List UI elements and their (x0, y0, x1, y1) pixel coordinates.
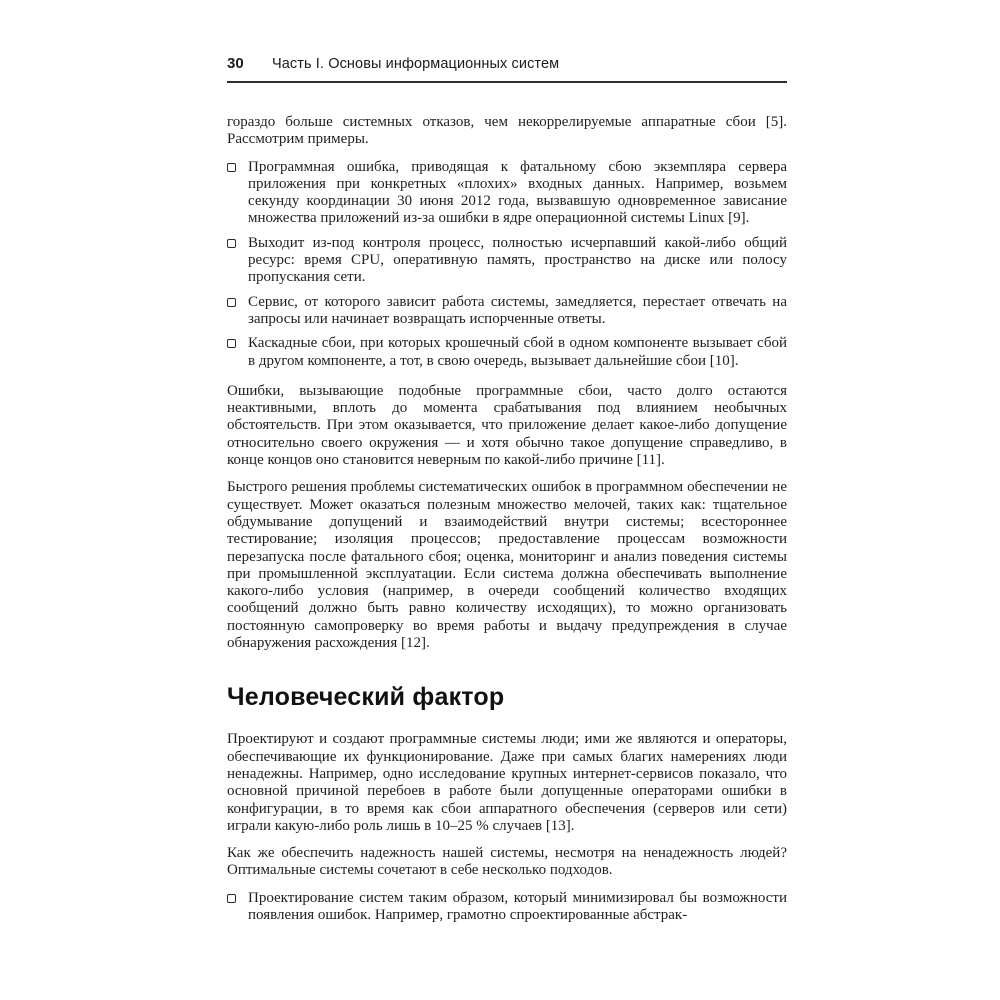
square-bullet-icon (227, 239, 236, 248)
section-heading: Человеческий фактор (227, 683, 505, 712)
list-item (227, 294, 787, 329)
failure-examples-list (227, 159, 787, 370)
list-item-text: Сервис, от которого зависит работа системы, замедляется, перестает отвечать на запросы или начинает возвращать испорченные ответы. (248, 293, 787, 327)
square-bullet-icon (227, 163, 236, 172)
list-item-text: Выходит из-под контроля процесс, полностью исчерпавший какой-либо общий ресурс: время CPU, оперативную память, пространство на диске или полосу пропускания сети. (248, 234, 787, 286)
body-paragraph: Ошибки, вызывающие подобные программные сбои, часто долго остаются неактивными, вплоть до момента срабатывания под влиянием необычных обстоятельств. При этом оказывается, что приложение делает какое-либо допущение относительно своего окружения — и хотя обычно такое допущение справедливо, в конце концов оно становится неверным по какой-либо причине [11]. (227, 382, 787, 469)
list-item-text: Программная ошибка, приводящая к фатальному сбою экземпляра сервера приложения при конкретных «плохих» входных данных. Например, возьмем секунду координации 30 июня 2012 года, вызвавшую одновременное зависание множества приложений из-за ошибки в ядре операционной системы Linux [9]. (248, 158, 787, 227)
square-bullet-icon (227, 298, 236, 307)
list-item (227, 235, 787, 287)
list-item-text: Проектирование систем таким образом, который минимизировал бы возможности появления ошибок. Например, грамотно спроектированные абстрак- (248, 889, 787, 923)
list-item (227, 159, 787, 228)
body-paragraph: Быстрого решения проблемы систематических ошибок в программном обеспечении не существует. Может оказаться полезным множество мелочей, таких как: тщательное обдумывание допущений и взаимодействий внутри системы; всестороннее тестирование; изоляция процессов; предоставление процессам возможности перезапуска после фатального сбоя; оценка, мониторинг и анализ поведения системы при промышленной эксплуатации. Если система должна обеспечивать выполнение какого-либо условия (например, в очереди сообщений количество входящих сообщений должно быть равно количеству исходящих), то можно организовать постоянную самопроверку во время работы и выдачу предупреждения в случае обнаружения расхождения [12]. (227, 479, 787, 652)
square-bullet-icon (227, 894, 236, 903)
intro-paragraph: гораздо больше системных отказов, чем некоррелируемые аппаратные сбои [5]. Рассмотрим примеры. (227, 114, 787, 148)
content-column (227, 55, 787, 937)
running-head-title: Часть I. Основы информационных систем (272, 56, 560, 72)
approaches-list (227, 890, 787, 925)
list-item (227, 335, 787, 370)
section-paragraph: Как же обеспечить надежность нашей системы, несмотря на ненадежность людей? Оптимальные системы сочетают в себе несколько подходов. (227, 845, 787, 879)
list-item-text: Каскадные сбои, при которых крошечный сбой в одном компоненте вызывает сбой в другом компоненте, а тот, в свою очередь, вызывает дальнейшие сбои [10]. (248, 335, 787, 369)
section-paragraph: Проектируют и создают программные системы люди; ими же являются и операторы, обеспечивающие их функционирование. Даже при самых благих намерениях люди ненадежны. Например, одно исследование крупных интернет-сервисов показало, что основной причиной перебоев в работе были допущенные операторами ошибки в конфигурации, в то время как сбои аппаратного обеспечения (серверов или сети) играли какую-либо роль лишь в 10–25 % случаев [13]. (227, 731, 787, 834)
list-item (227, 890, 787, 925)
square-bullet-icon (227, 339, 236, 348)
page-number: 30 (227, 55, 244, 72)
running-header (227, 55, 787, 83)
